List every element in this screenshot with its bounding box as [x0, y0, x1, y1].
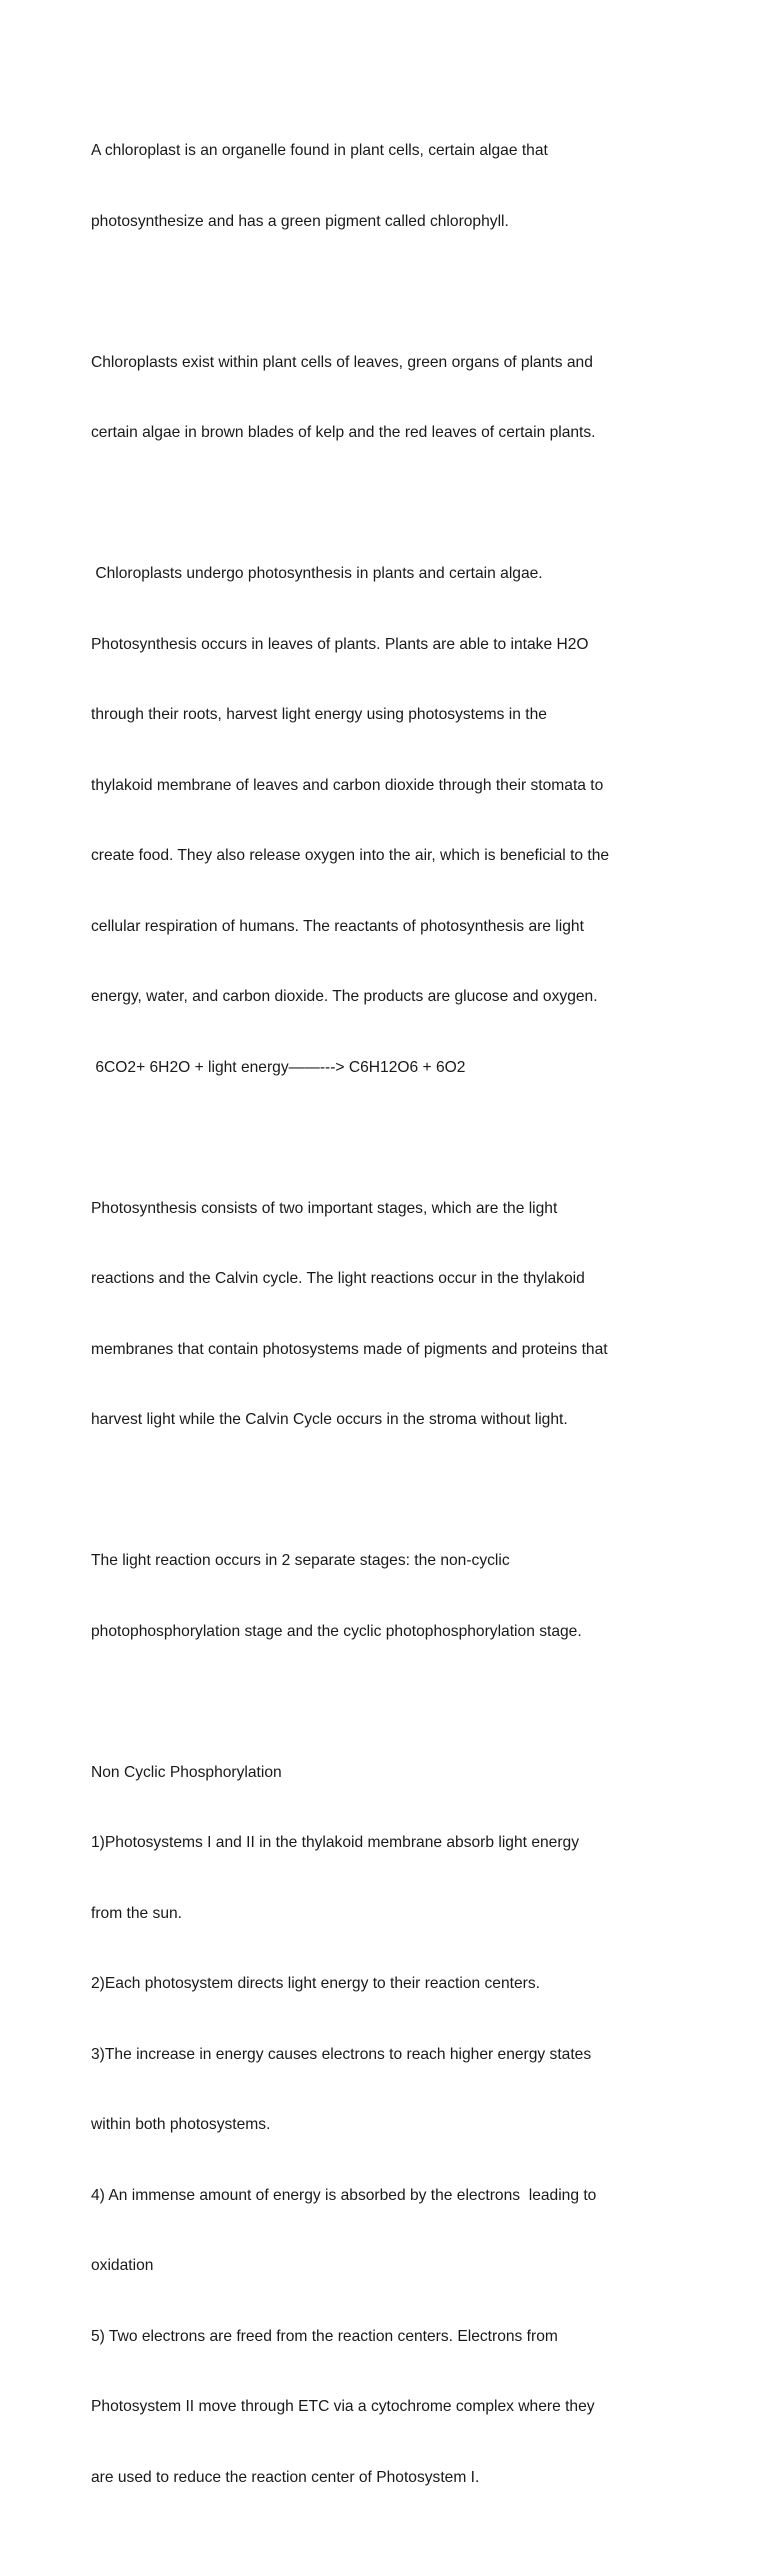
list-item-4-cont: oxidation — [91, 2257, 154, 2274]
paragraph-chloroplast-definition — [91, 92, 691, 280]
section-heading: Non Cyclic Phosphorylation — [91, 1763, 282, 1781]
text-line: photophosphorylation stage and the cyclic photophosphorylation stage. — [91, 1622, 582, 1640]
paragraph-light-reaction — [91, 1502, 691, 1690]
list-item-1-cont: from the sun. — [91, 1904, 183, 1922]
paragraph-photosynthesis-overview — [91, 515, 691, 1126]
paragraph-photosynthesis-stages — [91, 1150, 691, 1479]
list-item-3: 3)The increase in energy causes electrons to reach higher energy states — [91, 2045, 592, 2063]
text-line: photosynthesize and has a green pigment called chlorophyll. — [91, 212, 509, 230]
document-body — [91, 92, 691, 2560]
list-item-4: 4) An immense amount of energy is absorbed by the electrons leading to — [91, 2186, 597, 2204]
text-line: certain algae in brown blades of kelp and the red leaves of certain plants. — [91, 424, 596, 441]
list-item-5-cont: are used to reduce the reaction center of Photosystem I. — [91, 2468, 480, 2486]
paragraph-chloroplast-location — [91, 304, 691, 492]
text-line: through their roots, harvest light energy using photosystems in the — [91, 706, 547, 723]
text-line: membranes that contain photosystems made of pigments and proteins that — [91, 1340, 608, 1358]
photosynthesis-equation: 6CO2+ 6H2O + light energy——---> C6H12O6 + 6O2 — [91, 1058, 466, 1076]
text-line: harvest light while the Calvin Cycle occurs in the stroma without light. — [91, 1411, 568, 1428]
text-line: cellular respiration of humans. The reactants of photosynthesis are light — [91, 917, 584, 935]
list-item-1: 1)Photosystems I and II in the thylakoid membrane absorb light energy — [91, 1834, 579, 1851]
text-line: The light reaction occurs in 2 separate stages: the non-cyclic — [91, 1552, 510, 1569]
text-line: Photosynthesis consists of two important stages, which are the light — [91, 1199, 558, 1217]
text-line: create food. They also release oxygen into the air, which is beneficial to the — [91, 847, 610, 864]
text-line: Chloroplasts exist within plant cells of leaves, green organs of plants and — [91, 353, 593, 371]
list-item-2: 2)Each photosystem directs light energy to their reaction centers. — [91, 1975, 540, 1992]
text-line: reactions and the Calvin cycle. The light reactions occur in the thylakoid — [91, 1270, 585, 1287]
text-line: Chloroplasts undergo photosynthesis in plants and certain algae. — [91, 565, 543, 582]
paragraph-non-cyclic-phosphorylation — [91, 1714, 691, 2537]
text-line: Photosynthesis occurs in leaves of plants. Plants are able to intake H2O — [91, 635, 589, 653]
list-item-3-cont: within both photosystems. — [91, 2116, 271, 2133]
text-line: A chloroplast is an organelle found in plant cells, certain algae that — [91, 142, 548, 159]
list-item-5: 5) Two electrons are freed from the reaction centers. Electrons from — [91, 2327, 558, 2345]
text-line: energy, water, and carbon dioxide. The products are glucose and oxygen. — [91, 988, 598, 1005]
list-item-5-cont: Photosystem II move through ETC via a cytochrome complex where they — [91, 2398, 595, 2415]
text-line: thylakoid membrane of leaves and carbon dioxide through their stomata to — [91, 776, 604, 794]
